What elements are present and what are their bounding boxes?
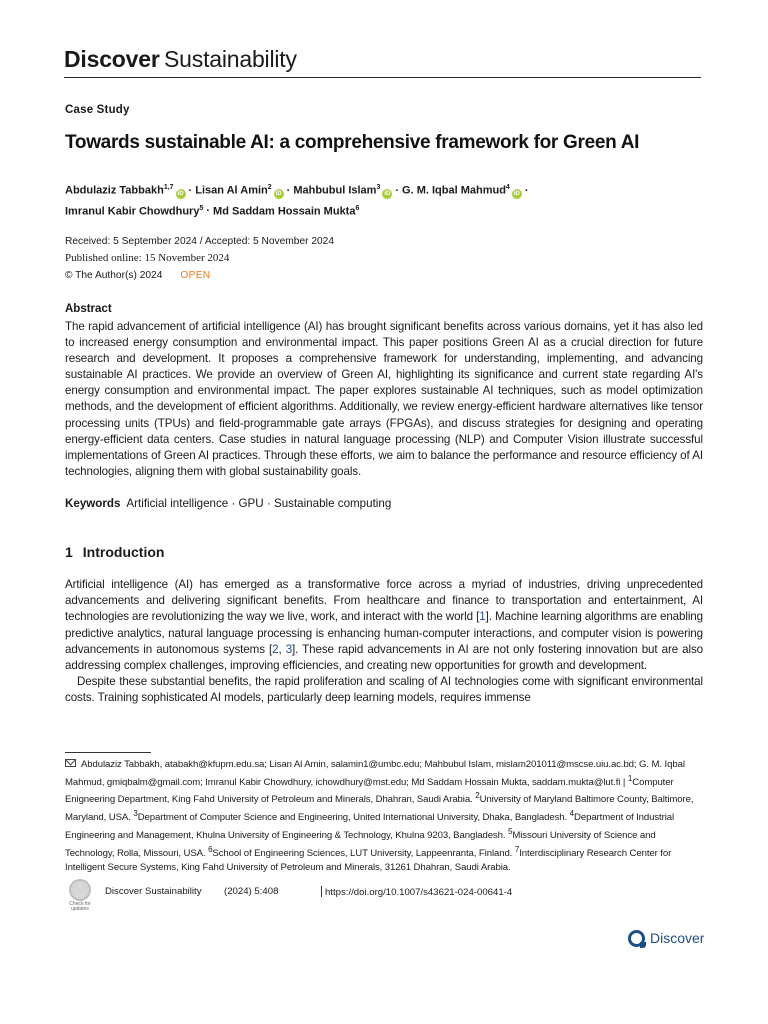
footnote: Abdulaziz Tabbakh, atabakh@kfupm.edu.sa; Lisan Al Amin, salamin1@umbc.edu; Mahbubul Islam, mislam201011@mscse.uiu.ac.bd; G. M. Iqbal Mahmud, gmiqbalm@gmail.com; Imranul Kabir Chowdhury, ichowdhury@mst.edu; Md Saddam Hossain Mukta, saddam.mukta@lut.fi | $^1$Computer Enigneering Department, King Fahd University of Petroleum and Minerals, Dhahran, Saudi Arabia. $^2$University of Maryland Baltimore County, Baltimore, Maryland, USA. $^3$Department of Computer Science and Engineering, United International University, Dhaka, Bangladesh. $^4$Department of Industrial Engineering and Management, Khulna University of Engineering & Technology, Khulna 9203, Bangladesh. $^5$Missouri University of Science and Technology, Rolla, Missouri, USA. $^6$School of Engineering Sciences, LUT University, Lappeenranta, Finland. $^7$Interdisciplinary Research Center for Intelligent Secure Systems, King Fahd University of Petroleum and Minerals, 31261 Dhahran, Saudi Arabia. xyxy=(65,759,694,873)
published-date: Published online: 15 November 2024 xyxy=(65,252,230,264)
doi-divider xyxy=(321,886,322,897)
author-affiliation: 1,7 xyxy=(163,184,174,191)
author-separator: · xyxy=(524,184,529,197)
footnote-affiliation: Department of Computer Science and Engineering, United International University, Dhaka, Bangladesh. xyxy=(137,812,568,824)
discover-logo-icon xyxy=(628,930,645,947)
doi-link[interactable]: https://doi.org/10.1007/s43621-024-00641-4 xyxy=(325,887,513,898)
citation-separator: , xyxy=(278,642,286,656)
abstract-heading: Abstract xyxy=(65,303,112,315)
author-separator: · xyxy=(206,205,211,218)
orcid-icon[interactable]: iD xyxy=(384,190,391,197)
author-affiliation: 2 xyxy=(267,184,272,191)
author-name[interactable]: Md Saddam Hossain Mukta xyxy=(213,205,356,218)
journal-header xyxy=(64,46,701,78)
check-updates-caption: Check for updates xyxy=(69,901,91,912)
journal-brand: Discover xyxy=(64,46,160,72)
footer-doi xyxy=(321,886,512,898)
article-title: Towards sustainable AI: a comprehensive framework for Green AI xyxy=(65,132,640,153)
copyright-line xyxy=(65,267,334,284)
received-accepted-date: Received: 5 September 2024 / Accepted: 5 November 2024 xyxy=(65,236,335,247)
author-affiliation: 4 xyxy=(505,184,510,191)
orcid-icon[interactable]: iD xyxy=(177,190,184,197)
orcid-icon[interactable]: iD xyxy=(275,190,282,197)
author-name[interactable]: Imranul Kabir Chowdhury xyxy=(65,205,200,218)
author-affiliation: 5 xyxy=(199,204,204,212)
author-name[interactable]: G. M. Iqbal Mahmud xyxy=(402,184,506,197)
section-heading xyxy=(65,544,164,560)
paragraph-text: ]. These rapid advancements in AI are not only fostering innovation but are also addressing complex challenges, improving efficiencies, and creating new opportunities for growth and development. xyxy=(65,642,703,673)
check-for-updates-badge[interactable] xyxy=(65,879,95,911)
citation-link[interactable]: 3 xyxy=(285,642,293,656)
footer-volume: (2024) 5:408 xyxy=(224,886,279,897)
paragraph xyxy=(65,577,703,674)
keywords-label: Keywords xyxy=(65,497,121,510)
paragraph: Despite these substantial benefits, the rapid proliferation and scaling of AI technologies come with significant environmental costs. Training sophisticated AI models, particularly deep learning models, requires immense xyxy=(65,675,703,705)
footer-journal: Discover Sustainability xyxy=(105,886,202,897)
journal-name: Sustainability xyxy=(164,46,297,72)
check-updates-icon xyxy=(69,879,91,901)
footnote-affiliation: School of Engineering Sciences, LUT University, Lappeenranta, Finland. xyxy=(212,847,513,859)
discover-logo-text: Discover xyxy=(650,930,705,946)
citation-link[interactable]: 1 xyxy=(479,610,486,624)
paragraph-text: Artificial intelligence (AI) has emerged as a transformative force across a myriad of industries, driving unprecedented advancements and delivering significant benefits. From healthcare and finance to transportation and entertainment, AI technologies are revolutionizing the way we live, work, and interact with the world [ xyxy=(65,578,703,624)
author-list xyxy=(65,179,705,220)
author-separator: · xyxy=(188,184,193,197)
footnote-emails: Abdulaziz Tabbakh, atabakh@kfupm.edu.sa; Lisan Al Amin, salamin1@umbc.edu; Mahbubul Islam, mislam201011@mscse.uiu.ac.bd; G. M. Iqbal Mahmud, gmiqbalm@gmail.com; Imranul Kabir Chowdhury, ichowdhury@mst.edu; Md Saddam Hossain Mukta, saddam.mukta@lut.fi | xyxy=(65,759,685,788)
paragraph-text: ]. Machine learning algorithms are enabling predictive analytics, natural language processing is enhancing human-computer interactions, and computer vision is powering advancements in autonomous systems [ xyxy=(65,610,704,656)
orcid-icon[interactable]: iD xyxy=(513,190,520,197)
footnote-affiliation: Department of Industrial Engineering and Management, Khulna University of Engineering & Technology, Khulna 9203, Bangladesh. xyxy=(65,812,674,842)
footnote-affiliation: Computer Enigneering Department, King Fahd University of Petroleum and Minerals, Dhahran, Saudi Arabia. xyxy=(65,776,674,806)
author-name[interactable]: Lisan Al Amin xyxy=(195,184,268,197)
footnote-affiliation: Interdisciplinary Research Center for Intelligent Secure Systems, King Fahd University of Petroleum and Minerals, 31261 Dhahran, Saudi Arabia. xyxy=(65,847,672,873)
keywords xyxy=(65,497,391,510)
footnote-affiliation: Missouri University of Science and Technology, Rolla, Missouri, USA. xyxy=(65,830,656,859)
article-type: Case Study xyxy=(65,104,130,116)
citation-link[interactable]: 2 xyxy=(272,642,279,656)
section-title: Introduction xyxy=(82,544,165,560)
author-name[interactable]: Abdulaziz Tabbakh xyxy=(65,184,164,197)
footnote-affiliation: University of Maryland Baltimore County, Baltimore, Maryland, USA. xyxy=(65,794,694,824)
copyright-text: © The Author(s) 2024 xyxy=(65,270,163,281)
keywords-list: Artificial intelligence · GPU · Sustainable computing xyxy=(126,497,392,510)
footnote-divider xyxy=(65,752,151,753)
author-affiliation: 3 xyxy=(376,184,381,191)
introduction-body xyxy=(65,577,703,707)
author-separator: · xyxy=(395,184,400,197)
author-name[interactable]: Mahbubul Islam xyxy=(293,184,377,197)
section-number: 1 xyxy=(65,544,73,560)
author-affiliation: 6 xyxy=(355,204,360,212)
discover-logo xyxy=(628,928,704,948)
abstract-text: The rapid advancement of artificial intelligence (AI) has brought significant benefits across various domains, yet it has also led to increased energy consumption and environmental impact. This paper positions Green AI as a crucial direction for future research and development. It proposes a comprehensive framework for understanding, implementing, and advancing sustainable AI practices. We provide an overview of Green AI, highlighting its significance and current state regarding AI's energy consumption and environmental impact. The paper explores sustainable AI techniques, such as model optimization methods, and the development of efficient algorithms. Additionally, we review energy-efficient hardware alternatives like tensor processing units (TPUs) and field-programmable gate arrays (FPGAs), and discuss strategies for designing and operating energy-efficient data centers. Case studies in natural language processing (NLP) and Computer Vision illustrate successful implementations of Green AI practices. Through these efforts, we aim to balance the performance and resource efficiency of AI technologies, aligning them with global sustainability goals. xyxy=(65,320,703,478)
open-access-badge: OPEN xyxy=(180,270,211,281)
article-dates xyxy=(65,233,334,284)
author-separator: · xyxy=(286,184,291,197)
envelope-icon xyxy=(65,759,76,767)
